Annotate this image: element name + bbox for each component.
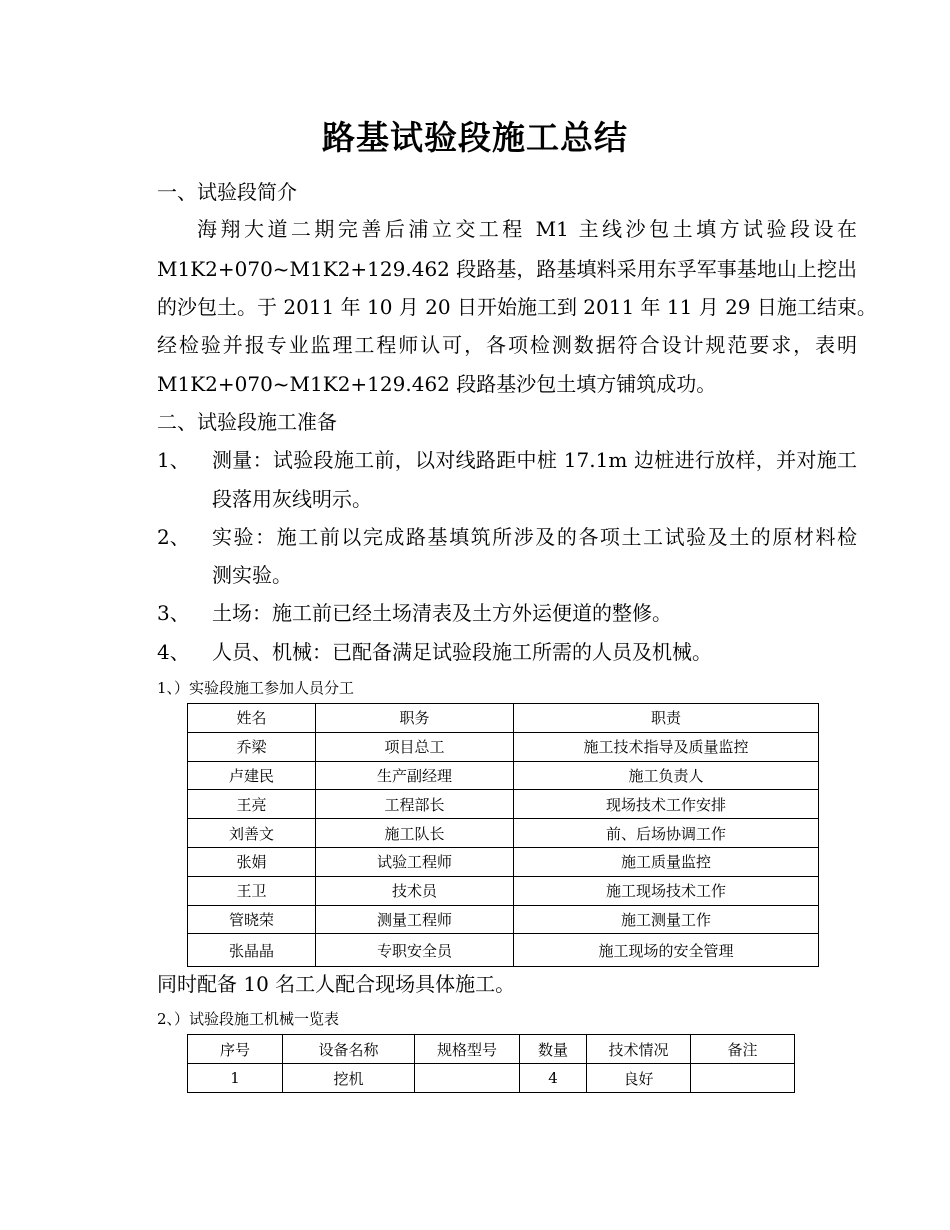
item-number: 4、 [157,640,190,664]
document-title: 路基试验段施工总结 [322,118,628,157]
table-cell: 卢建民 [188,761,316,790]
table-cell: 测量工程师 [316,905,514,934]
table-cell: 王卫 [188,876,316,905]
staff-table [187,703,819,967]
table-cell: 挖机 [283,1064,415,1093]
table-cell: 试验工程师 [316,847,514,876]
column-header: 职务 [316,704,514,733]
item-number: 2、 [157,525,190,549]
table-cell: 生产副经理 [316,761,514,790]
column-header: 技术情况 [587,1035,691,1064]
table-cell: 良好 [587,1064,691,1093]
table-cell: 乔梁 [188,732,316,761]
table-cell: 管晓荣 [188,905,316,934]
workers-note: 同时配备 10 名工人配合现场具体施工。 [157,972,516,996]
table-row [188,790,819,819]
table-cell: 施工负责人 [514,761,819,790]
table-cell: 刘善文 [188,819,316,848]
table-cell [691,1064,795,1093]
table-cell: 4 [520,1064,587,1093]
column-header: 职责 [514,704,819,733]
table-cell: 张娟 [188,847,316,876]
table-header-row [188,704,819,733]
table-cell: 施工测量工作 [514,905,819,934]
table-row [188,1064,795,1093]
intro-line-3: 的沙包土。于 2011 年 10 月 20 日开始施工到 2011 年 11 月 29 日施工结束。 [157,295,877,319]
table-cell: 张晶晶 [188,934,316,967]
table-row [188,761,819,790]
machine-table-caption: 2、）试验段施工机械一览表 [157,1010,340,1028]
column-header: 姓名 [188,704,316,733]
column-header: 设备名称 [283,1035,415,1064]
table-row [188,847,819,876]
table-cell: 工程部长 [316,790,514,819]
section-2-heading: 二、试验段施工准备 [157,410,337,434]
item-personnel-machinery: 人员、机械：已配备满足试验段施工所需的人员及机械。 [212,640,712,664]
item-measurement-line-2: 段落用灰线明示。 [212,487,372,511]
item-measurement-line-1: 测量：试验段施工前，以对线路距中桩 17.1m 边桩进行放样，并对施工 [212,448,857,472]
table-cell: 项目总工 [316,732,514,761]
staff-table-caption: 1、）实验段施工参加人员分工 [157,679,355,697]
item-experiment-line-2: 测实验。 [212,563,292,587]
table-cell: 现场技术工作安排 [514,790,819,819]
column-header: 数量 [520,1035,587,1064]
item-number: 1、 [157,448,190,472]
table-cell: 前、后场协调工作 [514,819,819,848]
intro-line-4: 经检验并报专业监理工程师认可，各项检测数据符合设计规范要求，表明 [157,333,857,357]
intro-line-5: M1K2+070~M1K2+129.462 段路基沙包土填方铺筑成功。 [157,372,717,396]
table-row [188,876,819,905]
table-cell: 专职安全员 [316,934,514,967]
item-soil-field: 土场：施工前已经土场清表及土方外运便道的整修。 [212,601,672,625]
table-cell: 技术员 [316,876,514,905]
table-cell: 施工队长 [316,819,514,848]
machine-table [187,1034,795,1093]
table-header-row [188,1035,795,1064]
intro-line-2: M1K2+070~M1K2+129.462 段路基，路基填料采用东孚军事基地山上挖出 [157,257,857,281]
table-cell: 施工现场技术工作 [514,876,819,905]
table-row [188,732,819,761]
table-cell [415,1064,520,1093]
table-cell: 王亮 [188,790,316,819]
table-row [188,905,819,934]
table-row [188,819,819,848]
column-header: 备注 [691,1035,795,1064]
table-cell: 施工现场的安全管理 [514,934,819,967]
intro-line-1: 海翔大道二期完善后浦立交工程 M1 主线沙包土填方试验段设在 [197,217,857,241]
item-experiment-line-1: 实验：施工前以完成路基填筑所涉及的各项土工试验及土的原材料检 [212,525,857,549]
table-cell: 施工技术指导及质量监控 [514,732,819,761]
section-1-heading: 一、试验段简介 [157,180,297,204]
table-cell: 1 [188,1064,283,1093]
item-number: 3、 [157,601,190,625]
column-header: 序号 [188,1035,283,1064]
table-cell: 施工质量监控 [514,847,819,876]
column-header: 规格型号 [415,1035,520,1064]
table-row [188,934,819,967]
